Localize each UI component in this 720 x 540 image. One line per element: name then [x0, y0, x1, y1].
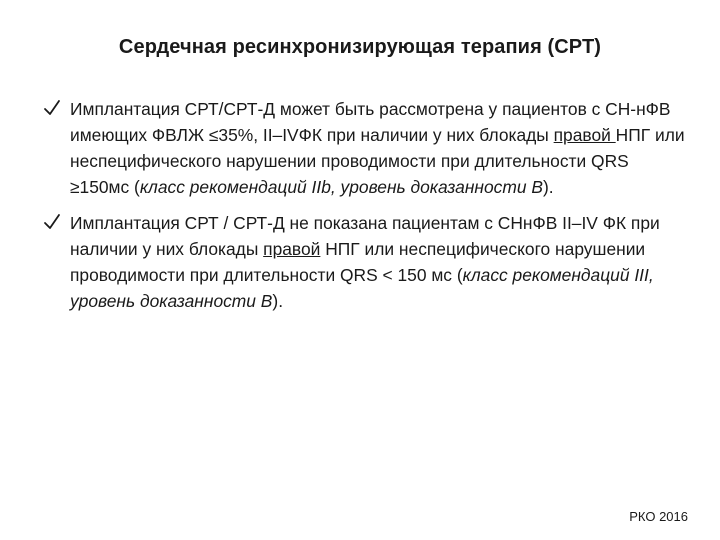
bullet-list [40, 96, 690, 324]
bullet-italic-text: класс рекомендаций III, уровень доказанности B [70, 265, 654, 311]
bullet-text: Имплантация СРТ/СРТ-Д может быть рассмотрена у пациентов с СН-нФВ имеющих ФВЛЖ ≤35%, II–IVФК при наличии у них блокады [70, 99, 671, 145]
bullet-text: Имплантация СРТ / СРТ-Д не показана пациентам с СНнФВ II–IV ФК при наличии у них блокады [70, 213, 660, 259]
bullet-text: НПГ или неспецифического нарушении проводимости при длительности QRS ≥150мс ( [70, 125, 685, 197]
bullet-text: ). [542, 177, 554, 197]
bullet-underlined-text: правой [263, 239, 321, 259]
footer-source: РКО 2016 [629, 509, 688, 524]
bullet-text: НПГ или неспецифического нарушении проводимости при длительности QRS < 150 мс ( [70, 239, 646, 285]
bullet-item [40, 96, 690, 200]
checkmark-icon [43, 99, 61, 117]
bullet-italic-text: класс рекомендаций IIb, уровень доказанности B [139, 177, 543, 197]
bullet-item [40, 210, 690, 314]
bullet-underlined-text: правой [553, 125, 616, 145]
slide-title: Сердечная ресинхронизирующая терапия (СРТ) [118, 36, 602, 58]
checkmark-icon [43, 213, 61, 231]
bullet-text: ). [272, 291, 284, 311]
